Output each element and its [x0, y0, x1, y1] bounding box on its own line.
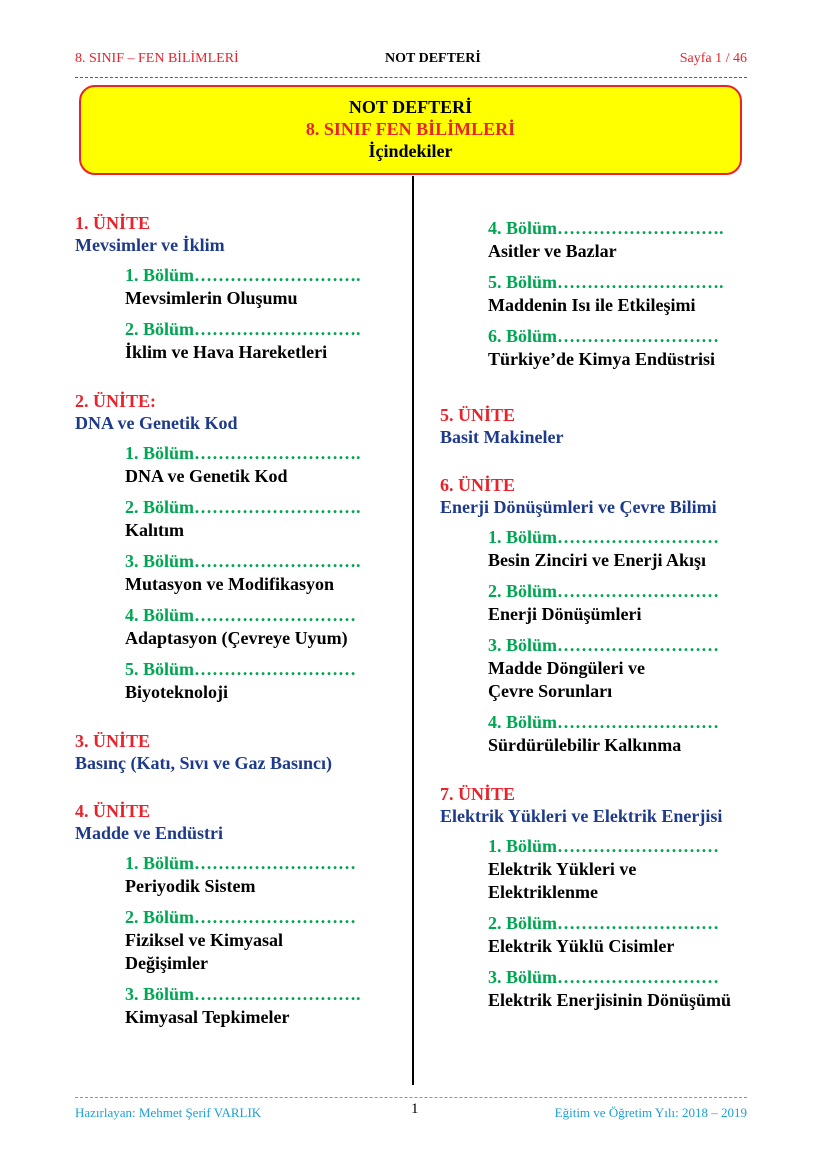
unit-block — [75, 730, 405, 774]
header-page-number: Sayfa 1 / 46 — [679, 51, 747, 66]
unit-title: Mevsimler ve İklim — [75, 235, 225, 255]
section-label: 2. Bölüm……………………… — [488, 913, 720, 933]
section-title: Elektrik Yükleri ve Elektriklenme — [488, 859, 637, 902]
section-title: Mevsimlerin Oluşumu — [125, 288, 298, 308]
unit-heading: 1. ÜNİTE — [75, 213, 151, 233]
unit-title: Elektrik Yükleri ve Elektrik Enerjisi — [440, 806, 723, 826]
section-entry[interactable] — [488, 217, 760, 263]
page-footer — [75, 1103, 747, 1123]
unit-block — [440, 474, 760, 757]
title-line-2: 8. SINIF FEN BİLİMLERİ — [305, 119, 516, 139]
section-title: Besin Zinciri ve Enerji Akışı — [488, 550, 707, 570]
section-title: Biyoteknoloji — [125, 682, 229, 702]
unit-heading: 7. ÜNİTE — [440, 784, 516, 804]
section-entry[interactable] — [125, 604, 405, 650]
title-box — [79, 85, 742, 175]
footer-divider — [75, 1097, 747, 1098]
section-title: Enerji Dönüşümleri — [488, 604, 642, 624]
title-line-1: NOT DEFTERİ — [348, 97, 473, 117]
unit-heading: 6. ÜNİTE — [440, 475, 516, 495]
section-title: Sürdürülebilir Kalkınma — [488, 735, 682, 755]
section-entry[interactable] — [488, 634, 760, 703]
unit-block — [440, 783, 760, 1012]
unit-title: Madde ve Endüstri — [75, 823, 224, 843]
section-title: Madde Döngüleri ve Çevre Sorunları — [488, 658, 645, 701]
section-label: 4. Bölüm………………………. — [488, 218, 724, 238]
section-entry[interactable] — [125, 852, 405, 898]
section-label: 4. Bölüm……………………… — [125, 605, 357, 625]
section-label: 1. Bölüm……………………… — [488, 527, 720, 547]
footer-author: Hazırlayan: Mehmet Şerif VARLIK — [75, 1105, 262, 1120]
header-title: NOT DEFTERİ — [385, 51, 481, 66]
section-entry[interactable] — [125, 550, 405, 596]
section-label: 5. Bölüm………………………. — [488, 272, 724, 292]
section-entry[interactable] — [488, 271, 760, 317]
section-entry[interactable] — [488, 966, 760, 1012]
section-title: Elektrik Enerjisinin Dönüşümü — [488, 990, 732, 1010]
section-entry[interactable] — [125, 906, 405, 975]
section-label: 5. Bölüm……………………… — [125, 659, 357, 679]
page-header — [75, 51, 747, 71]
section-entry[interactable] — [125, 318, 405, 364]
section-title: Maddenin Isı ile Etkileşimi — [488, 295, 696, 315]
section-label: 1. Bölüm……………………… — [488, 836, 720, 856]
section-entry[interactable] — [488, 325, 760, 371]
section-title: Fiziksel ve Kimyasal Değişimler — [125, 930, 283, 973]
unit-4-continuation — [440, 217, 760, 371]
section-title: Periyodik Sistem — [125, 876, 256, 896]
unit-heading: 3. ÜNİTE — [75, 731, 151, 751]
section-label: 2. Bölüm……………………… — [488, 581, 720, 601]
unit-title: Basınç (Katı, Sıvı ve Gaz Basıncı) — [75, 753, 333, 773]
toc-right-column — [440, 217, 760, 1038]
column-divider — [412, 176, 414, 1085]
section-title: Adaptasyon (Çevreye Uyum) — [125, 628, 348, 648]
section-entry[interactable] — [488, 835, 760, 904]
section-title: Asitler ve Bazlar — [488, 241, 617, 261]
section-label: 2. Bölüm………………………. — [125, 497, 361, 517]
title-line-3: İçindekiler — [368, 141, 453, 161]
section-entry[interactable] — [125, 442, 405, 488]
section-title: DNA ve Genetik Kod — [125, 466, 288, 486]
section-title: Elektrik Yüklü Cisimler — [488, 936, 675, 956]
unit-heading: 5. ÜNİTE — [440, 405, 516, 425]
unit-heading: 2. ÜNİTE: — [75, 391, 157, 411]
section-title: Mutasyon ve Modifikasyon — [125, 574, 335, 594]
section-entry[interactable] — [488, 711, 760, 757]
unit-block — [440, 404, 760, 448]
section-label: 3. Bölüm………………………. — [125, 984, 361, 1004]
unit-title: Basit Makineler — [440, 427, 564, 447]
unit-block — [75, 212, 405, 364]
footer-page-number: 1 — [411, 1101, 419, 1117]
unit-title: DNA ve Genetik Kod — [75, 413, 238, 433]
unit-heading: 4. ÜNİTE — [75, 801, 151, 821]
section-title: Kimyasal Tepkimeler — [125, 1007, 290, 1027]
footer-year: Eğitim ve Öğretim Yılı: 2018 – 2019 — [554, 1105, 747, 1120]
section-title: İklim ve Hava Hareketleri — [125, 342, 328, 362]
section-label: 3. Bölüm……………………… — [488, 967, 720, 987]
unit-block — [75, 800, 405, 1029]
section-label: 6. Bölüm……………………… — [488, 326, 720, 346]
section-label: 2. Bölüm………………………. — [125, 319, 361, 339]
section-entry[interactable] — [488, 580, 760, 626]
section-entry[interactable] — [125, 983, 405, 1029]
section-label: 1. Bölüm………………………. — [125, 443, 361, 463]
section-label: 3. Bölüm………………………. — [125, 551, 361, 571]
section-entry[interactable] — [488, 526, 760, 572]
unit-block — [75, 390, 405, 704]
toc-left-column — [75, 212, 405, 1055]
section-entry[interactable] — [125, 264, 405, 310]
header-divider — [75, 77, 747, 78]
unit-title: Enerji Dönüşümleri ve Çevre Bilimi — [440, 497, 717, 517]
section-label: 4. Bölüm……………………… — [488, 712, 720, 732]
section-title: Türkiye’de Kimya Endüstrisi — [488, 349, 716, 369]
section-label: 1. Bölüm……………………… — [125, 853, 357, 873]
section-entry[interactable] — [125, 496, 405, 542]
header-course: 8. SINIF – FEN BİLİMLERİ — [75, 51, 239, 66]
section-entry[interactable] — [125, 658, 405, 704]
section-entry[interactable] — [488, 912, 760, 958]
section-label: 2. Bölüm……………………… — [125, 907, 357, 927]
section-title: Kalıtım — [125, 520, 184, 540]
section-label: 1. Bölüm………………………. — [125, 265, 361, 285]
section-label: 3. Bölüm……………………… — [488, 635, 720, 655]
